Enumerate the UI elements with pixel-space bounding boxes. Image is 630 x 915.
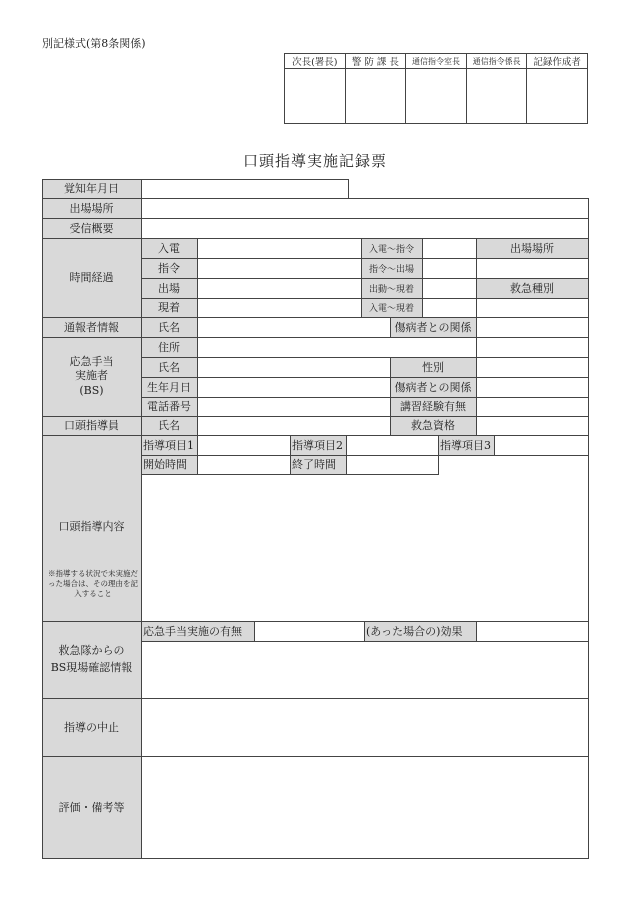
grid-line [588,198,589,858]
approval-stamp-1[interactable] [285,69,346,124]
first-aid-label: 応急手当実施の有無 [141,621,254,641]
grid-line [390,317,391,337]
aware-date-field[interactable] [142,179,348,198]
guidance-note: ※指導する状況で未実施だった場合は、その理由を記入すること [48,569,138,599]
reporter-name-label: 氏名 [141,317,197,337]
instructor-label: 口頭指導員 [42,416,141,435]
d-call-arrive-label: 入電～現着 [361,298,422,317]
record-form [42,179,588,858]
dispatch-location-label: 出場場所 [42,198,141,218]
item2-label: 指導項目2 [290,435,346,455]
time-progress-label: 時間経過 [42,238,141,317]
approval-stamp-4[interactable] [466,69,527,124]
approval-stamp-table [284,53,588,124]
grid-line [42,198,589,199]
grid-line [141,298,589,299]
evaluation-label: 評価・備考等 [42,756,141,858]
grid-line [361,238,362,317]
reporter-info-label: 通報者情報 [42,317,141,337]
approval-header-3: 通信指令室長 [406,54,467,69]
grid-line [141,641,589,642]
grid-line [42,756,589,757]
grid-line [141,278,589,279]
grid-line [390,357,391,435]
grid-line [141,474,439,475]
call-summary-field[interactable] [142,218,588,238]
approval-stamp-5[interactable] [527,69,588,124]
end-time-label: 終了時間 [290,455,346,474]
grid-line [346,435,347,474]
item1-label: 指導項目1 [141,435,197,455]
grid-line [422,238,423,317]
d-command-dispatch-label: 指令～出場 [361,258,422,278]
bs-phone-label: 電話番号 [141,397,197,416]
grid-line [290,435,291,474]
form-reference: 別記様式(第8条関係) [42,37,146,50]
grid-line [141,258,589,259]
grid-line [141,397,589,398]
grid-line [364,621,365,641]
instructor-name-label: 氏名 [141,416,197,435]
grid-line [141,357,589,358]
effect-label: (あった場合の)効果 [364,621,476,641]
grid-line [141,377,589,378]
grid-line [438,435,439,474]
approval-header-1: 次長(署長) [285,54,346,69]
t-command-label: 指令 [141,258,197,278]
guidance-content-field[interactable] [142,475,588,621]
bs-address-label: 住所 [141,337,197,357]
ems-info-label: 救急隊からの BS現場確認情報 [42,621,141,698]
approval-stamp-2[interactable] [345,69,406,124]
grid-line [42,179,348,180]
dispatch-location-field[interactable] [142,198,588,218]
instructor-qualification-label: 救急資格 [390,416,476,435]
grid-line [42,317,589,318]
bs-birthdate-label: 生年月日 [141,377,197,397]
grid-line [42,238,589,239]
grid-line [42,858,589,859]
grid-line [42,698,589,699]
guidance-content-label: 口頭指導内容 [58,520,125,533]
guidance-content-label-cell [42,435,141,621]
r-emergency-type-label: 救急種別 [476,278,588,298]
bs-name-label: 氏名 [141,357,197,377]
t-dispatch-label: 出場 [141,278,197,298]
grid-line [254,621,255,641]
ems-info-field[interactable] [142,641,588,698]
reporter-relation-label: 傷病者との関係 [390,317,476,337]
approval-header-2: 警 防 課 長 [345,54,406,69]
stop-label: 指導の中止 [42,698,141,756]
bs-sex-label: 性別 [390,357,476,377]
t-call-label: 入電 [141,238,197,258]
approval-stamp-3[interactable] [406,69,467,124]
t-arrive-label: 現着 [141,298,197,317]
bs-person-label: 応急手当 実施者 (BS) [42,337,141,416]
grid-line [42,416,589,417]
bs-relation-label: 傷病者との関係 [390,377,476,397]
call-summary-label: 受信概要 [42,218,141,238]
grid-line [42,337,589,338]
evaluation-field[interactable] [142,756,588,858]
grid-line [141,179,142,858]
item3-label: 指導項目3 [438,435,494,455]
approval-header-5: 記録作成者 [527,54,588,69]
grid-line [348,179,349,198]
grid-line [42,218,589,219]
grid-line [42,621,589,622]
d-depart-arrive-label: 出動～現着 [361,278,422,298]
grid-line [494,435,495,455]
grid-line [476,238,477,435]
grid-line [476,621,477,641]
approval-header-4: 通信指令係長 [466,54,527,69]
grid-line [42,435,589,436]
aware-date-label: 覚知年月日 [42,179,141,198]
form-title: 口頭指導実施記録票 [242,152,387,170]
bs-training-label: 講習経験有無 [390,397,476,416]
grid-line [197,238,198,474]
grid-line [141,455,589,456]
stop-field[interactable] [142,698,588,756]
start-time-label: 開始時間 [141,455,197,474]
r-dispatch-location-label: 出場場所 [476,238,588,258]
d-call-command-label: 入電～指令 [361,238,422,258]
